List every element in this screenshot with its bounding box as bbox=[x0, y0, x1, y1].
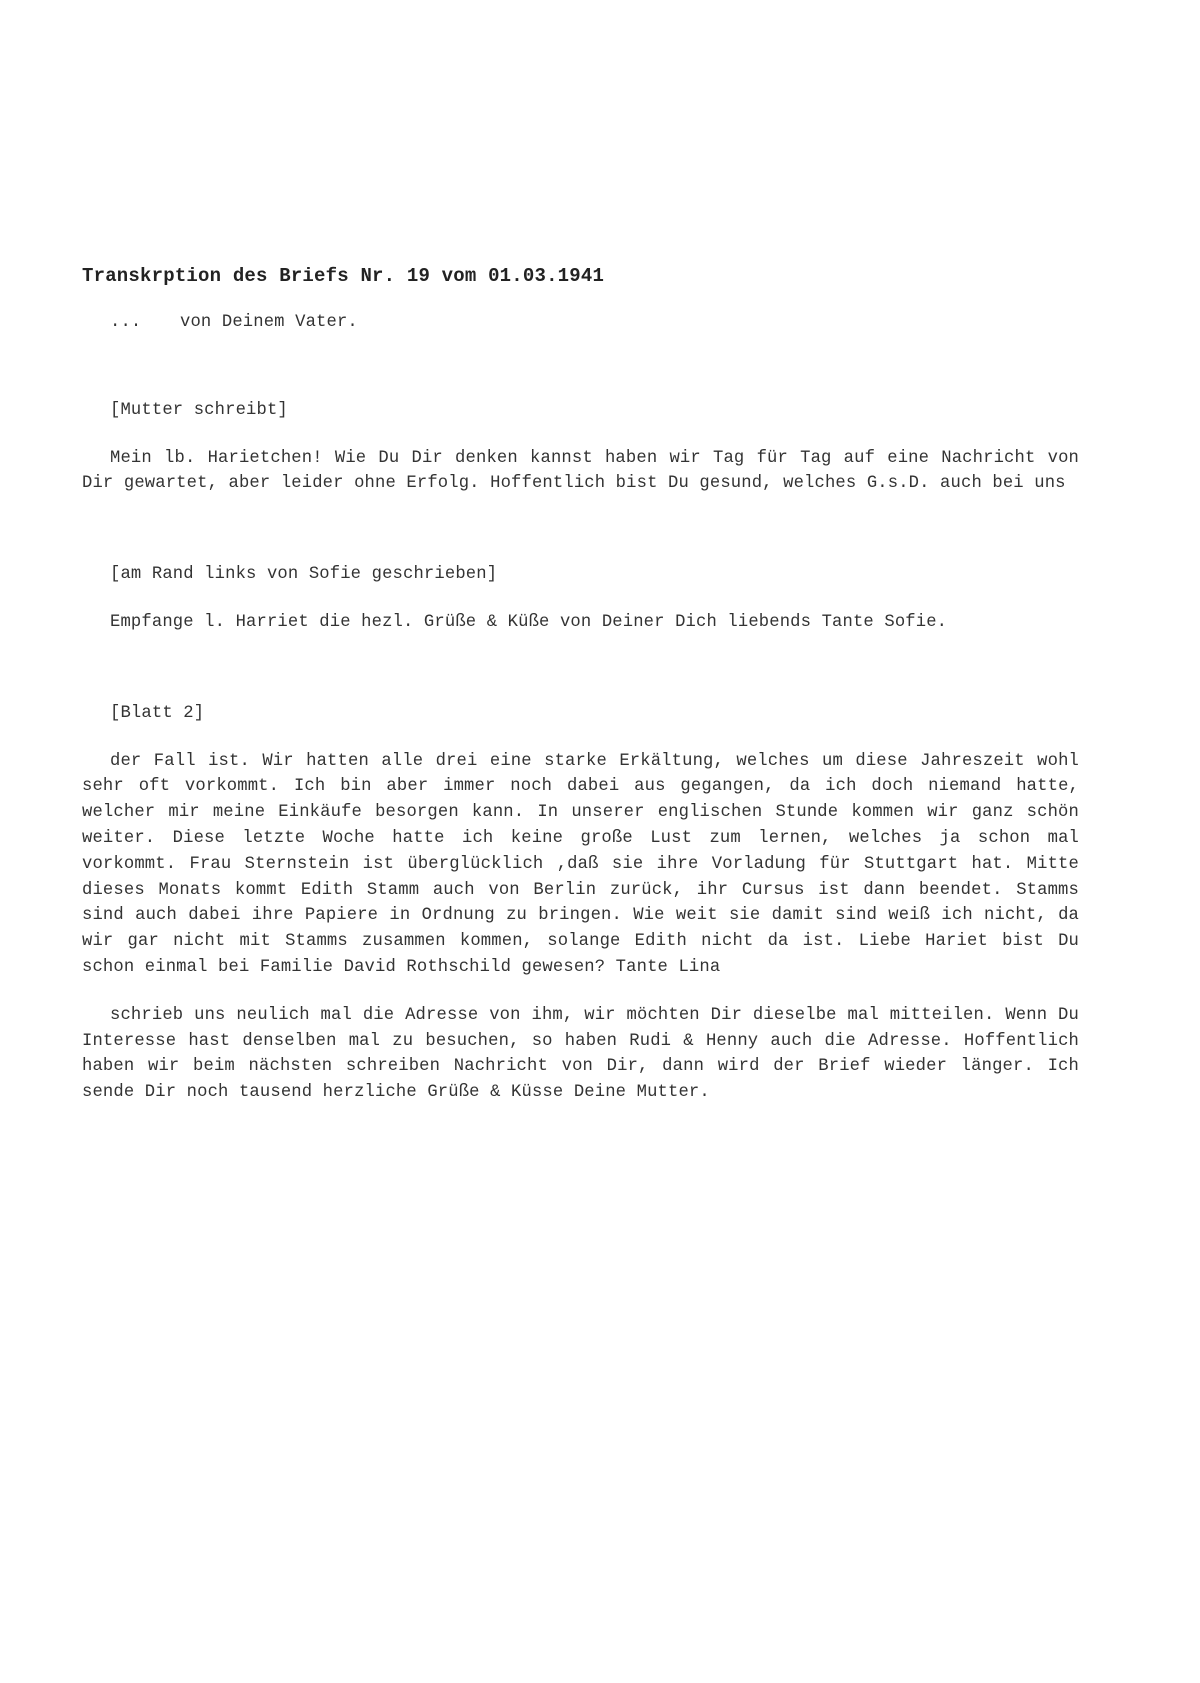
preface-ellipsis: ... bbox=[110, 313, 142, 332]
section-blatt-2 bbox=[82, 701, 1079, 1106]
document-title: Transkrption des Briefs Nr. 19 vom 01.03.1941 bbox=[82, 265, 605, 287]
paragraph: schrieb uns neulich mal die Adresse von ihm, wir möchten Dir dieselbe mal mitteilen. Wenn Du Interesse hast denselben mal zu besuchen, so haben Rudi & Henny auch die Adresse. Hoffentlich haben wir beim nächsten schreiben Nachricht von Dir, dann wird der Brief wieder länger. Ich sende Dir noch tausend herzliche Grüße & Küsse Deine Mutter. bbox=[82, 1005, 1079, 1103]
spacer bbox=[82, 636, 1079, 701]
document-page bbox=[82, 263, 1079, 1106]
spacer bbox=[82, 497, 1079, 562]
preface-text: von Deinem Vater. bbox=[180, 313, 358, 332]
section-heading: [am Rand links von Sofie geschrieben] bbox=[110, 565, 498, 585]
paragraph: der Fall ist. Wir hatten alle drei eine starke Erkältung, welches um diese Jahreszeit wohl sehr oft vorkommt. Ich bin aber immer noch dabei aus gegangen, da ich doch niemand hatte, welcher mir meine Einkäufe besorgen kann. In unserer englischen Stunde kommen wir ganz schön weiter. Diese letzte Woche hatte ich keine große Lust zum lernen, welches ja schon mal vorkommt. Frau Sternstein ist überglücklich ,daß sie ihre Vorladung für Stuttgart hat. Mitte dieses Monats kommt Edith Stamm auch von Berlin zurück, ihr Cursus ist dann beendet. Stamms sind auch dabei ihre Papiere in Ordnung zu bringen. Wie weit sie damit sind weiß ich nicht, da wir gar nicht mit Stamms zusammen kommen, solange Edith nicht da ist. Liebe Hariet bist Du schon einmal bei Familie David Rothschild gewesen? Tante Lina bbox=[82, 751, 1079, 977]
spacer bbox=[82, 289, 1079, 310]
paragraph: Empfange l. Harriet die hezl. Grüße & Küße von Deiner Dich liebends Tante Sofie. bbox=[110, 612, 948, 632]
paragraph: Mein lb. Harietchen! Wie Du Dir denken kannst haben wir Tag für Tag auf eine Nachricht von Dir gewartet, aber leider ohne Erfolg. Hoffentlich bist Du gesund, welches G.s.D. auch bei uns bbox=[82, 448, 1079, 494]
preface-line bbox=[82, 310, 1079, 336]
section-mutter-schreibt bbox=[82, 398, 1079, 497]
section-heading: [Mutter schreibt] bbox=[110, 400, 288, 420]
section-heading: [Blatt 2] bbox=[110, 703, 205, 723]
section-margin-note bbox=[82, 562, 1079, 636]
spacer bbox=[82, 336, 1079, 398]
